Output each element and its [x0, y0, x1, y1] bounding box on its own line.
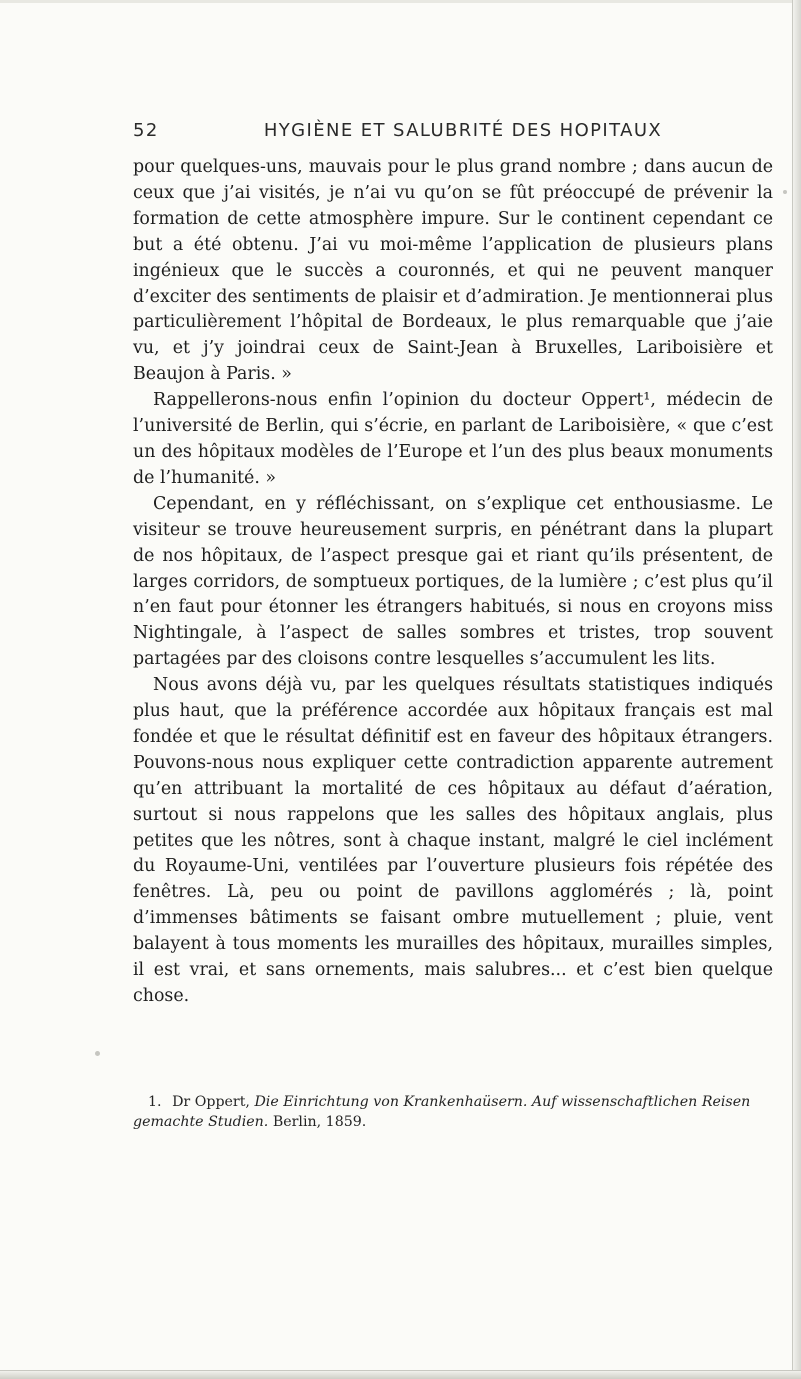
paragraph-1: pour quelques-uns, mauvais pour le plus grand nombre ; dans aucun de ceux que j’ai visités, je n’ai vu qu’on se fût préoccupé de prévenir la formation de cette atmosphère impure. Sur le continent cependant ce but a été obtenu. J’ai vu moi-même l’application de plusieurs plans ingénieux que le succès a couronnés, et qui ne peuvent manquer d’exciter des sentiments de plaisir et d’admiration. Je mentionnerai plus particulièrement l’hôpital de Bordeaux, le plus remarquable que j’aie vu, et j’y joindrai ceux de Saint-Jean à Bruxelles, Lariboisière et Beaujon à Paris. » — [133, 157, 773, 385]
footnote-number: 1. — [148, 1094, 162, 1110]
paragraph-4: Nous avons déjà vu, par les quelques résultats statistiques indiqués plus haut, que la préférence accordée aux hôpitaux français est mal fondée et que le résultat définitif est en faveur des hôpitaux étrangers. Pouvons-nous nous expliquer cette contradiction apparente autrement qu’en attribuant la mortalité de ces hôpitaux au défaut d’aération, surtout si nous rappelons que les salles des hôpitaux anglais, plus petites que les nôtres, sont à chaque instant, malgré le ciel inclément du Royaume-Uni, ventilées par l’ouverture plusieurs fois répétée des fenêtres. Là, peu ou point de pavillons agglomérés ; là, point d’immenses bâtiments se faisant ombre mutuellement ; pluie, vent balayent à tous moments les murailles des hôpitaux, murailles simples, il est vrai, et sans ornements, mais salubres... et c’est bien quelque chose. — [133, 675, 773, 1006]
page-number: 52 — [133, 120, 159, 141]
footnote — [133, 1092, 773, 1132]
footnote-work-title: Die Einrichtung von Krankenhaüsern. Auf wissenschaftlichen Reisen gemachte Studien. — [133, 1094, 751, 1131]
paper-speck — [95, 1051, 100, 1056]
scan-right-edge — [792, 0, 801, 1379]
running-title: HYGIÈNE ET SALUBRITÉ DES HOPITAUX — [263, 120, 663, 141]
paper-speck — [783, 190, 787, 194]
footnote-author: Dr Oppert, — [172, 1094, 250, 1110]
scan-top-edge — [0, 0, 801, 3]
paragraph-3: Cependant, en y réfléchissant, on s’explique cet enthousiasme. Le visiteur se trouve heureusement surpris, en pénétrant dans la plupart de nos hôpitaux, de l’aspect presque gai et riant qu’ils présentent, de larges corridors, de somptueux portiques, de la lumière ; c’est plus qu’il n’en faut pour étonner les étrangers habitués, si nous en croyons miss Nightingale, à l’aspect de salles sombres et tristes, trop souvent partagées par des cloisons contre lesquelles s’accumulent les lits. — [133, 493, 773, 670]
running-header — [133, 120, 773, 146]
main-text — [133, 155, 773, 1010]
paragraph-2: Rappellerons-nous enfin l’opinion du docteur Oppert¹, médecin de l’université de Berlin, qui s’écrie, en parlant de Lariboisière, « que c’est un des hôpitaux modèles de l’Europe et l’un des plus beaux monuments de l’humanité. » — [133, 390, 773, 488]
scan-bottom-edge — [0, 1370, 801, 1379]
footnote-publisher: Berlin, 1859. — [272, 1114, 367, 1131]
